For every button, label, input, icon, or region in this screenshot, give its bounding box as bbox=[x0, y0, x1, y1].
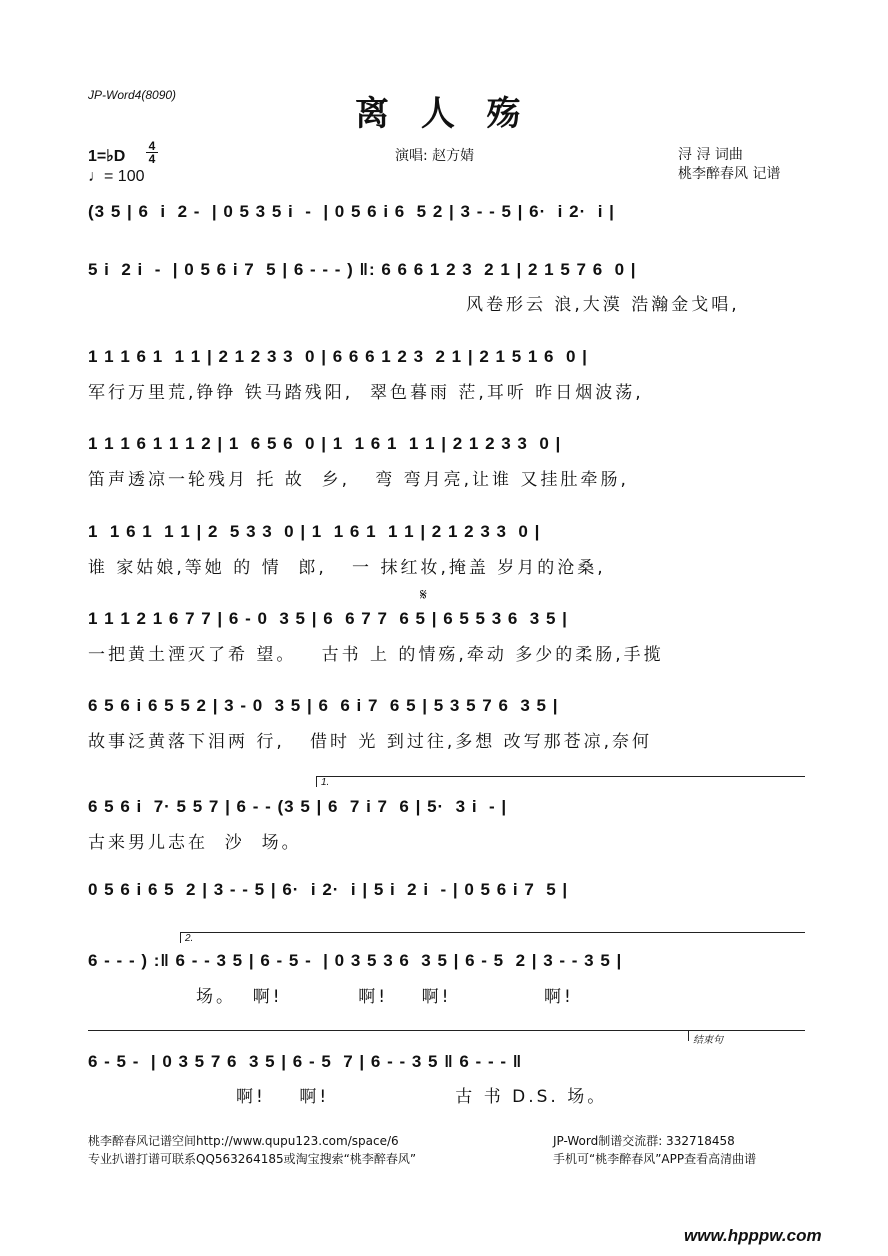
system-11-notes: 6 - 5 - | 0 3 5 7 6 3 5 | 6 - 5 7 | 6 - - 3 5 ‖ 6 - - - ‖ bbox=[88, 1052, 523, 1071]
system-6-notes: 1 1 1 2 1 6 7 7 | 6 - 0 3 5 | 6 6 7 7 6 5 | 6 5 5 3 6 3 5 | bbox=[88, 609, 568, 628]
singer-credit: 演唱: 赵方婧 bbox=[395, 148, 475, 164]
system-2-lyrics: 风卷形云 浪,大漠 浩瀚金戈唱, bbox=[466, 295, 740, 315]
system-3-notes: 1 1 1 6 1 1 1 | 2 1 2 3 3 0 | 6 6 6 1 2 3 2 1 | 2 1 5 1 6 0 | bbox=[88, 347, 588, 366]
system-7-notes: 6 5 6 i 6 5 5 2 | 3 - 0 3 5 | 6 6 i 7 6 5 | 5 3 5 7 6 3 5 | bbox=[88, 696, 559, 715]
system-7-lyrics: 故事泛黄落下泪两 行, 借时 光 到过往,多想 改写那苍凉,奈何 bbox=[88, 732, 653, 752]
system-1-notes: (3 5 | 6 i 2 - | 0 5 3 5 i - | 0 5 6 i 6 5 2 | 3 - - 5 | 6· i 2· i | bbox=[88, 202, 615, 221]
time-signature-bottom: 4 bbox=[146, 152, 158, 165]
footer-right-line-2: 手机可“桃李醉春风”APP查看高清曲谱 bbox=[553, 1152, 757, 1166]
system-3-lyrics: 军行万里荒,铮铮 铁马踏残阳, 翠色暮雨 茫,耳听 昨日烟波荡, bbox=[88, 383, 644, 403]
footer-right-line-1: JP-Word制谱交流群: 332718458 bbox=[553, 1134, 735, 1148]
system-10-lyrics: 场。 啊! 啊! 啊! 啊! bbox=[196, 987, 574, 1007]
system-4-lyrics: 笛声透凉一轮残月 托 故 乡, 弯 弯月亮,让谁 又挂肚牵肠, bbox=[88, 470, 629, 490]
segno-sign: 𝄋 bbox=[420, 585, 427, 604]
system-8-notes: 6 5 6 i 7· 5 5 7 | 6 - - (3 5 | 6 7 i 7 6 | 5· 3 i - | bbox=[88, 797, 508, 816]
tempo-marking: ♩= 100 bbox=[88, 168, 145, 185]
key-signature: 1=♭D bbox=[88, 148, 126, 165]
system-4-notes: 1 1 1 6 1 1 1 2 | 1 6 5 6 0 | 1 1 6 1 1 1 | 2 1 2 3 3 0 | bbox=[88, 434, 562, 453]
time-signature-top: 4 bbox=[148, 139, 156, 153]
volta-second-ending bbox=[180, 932, 805, 943]
system-9-notes: 0 5 6 i 6 5 2 | 3 - - 5 | 6· i 2· i | 5 i 2 i - | 0 5 6 i 7 5 | bbox=[88, 880, 569, 899]
time-signature bbox=[146, 140, 158, 165]
software-label: JP-Word4(8090) bbox=[88, 88, 177, 102]
ending-bracket bbox=[688, 1030, 805, 1046]
system-5-lyrics: 谁 家姑娘,等她 的 情 郎, 一 抹红妆,掩盖 岁月的沧桑, bbox=[88, 558, 606, 578]
system-6-lyrics: 一把黄土湮灭了希 望。 古书 上 的情殇,牵动 多少的柔肠,手揽 bbox=[88, 645, 664, 665]
volta-1-label: 1. bbox=[321, 777, 330, 788]
system-2-notes: 5 i 2 i - | 0 5 6 i 7 5 | 6 - - - ) ‖: 6 6 6 1 2 3 2 1 | 2 1 5 7 6 0 | bbox=[88, 260, 637, 279]
footer-left-line-1: 桃李醉春风记谱空间http://www.qupu123.com/space/6 bbox=[88, 1134, 399, 1148]
transcriber-credit: 桃李醉春风 记谱 bbox=[678, 166, 781, 182]
footer-left-line-2: 专业扒谱打谱可联系QQ563264185或淘宝搜索“桃李醉春风” bbox=[88, 1152, 417, 1166]
system-11-lyrics: 啊! 啊! 古 书 D.S. 场。 bbox=[236, 1087, 608, 1107]
lyricist-credit: 浔 浔 词曲 bbox=[678, 147, 743, 163]
ending-label: 结束句 bbox=[693, 1035, 723, 1046]
system-8-lyrics: 古来男儿志在 沙 场。 bbox=[88, 833, 302, 853]
system-5-notes: 1 1 6 1 1 1 | 2 5 3 3 0 | 1 1 6 1 1 1 | 2 1 2 3 3 0 | bbox=[88, 522, 541, 541]
volta-continuation-line bbox=[88, 1030, 688, 1031]
watermark-text: www.hpppw.com bbox=[684, 1226, 822, 1245]
volta-first-ending bbox=[316, 776, 805, 787]
system-10-notes: 6 - - - ) :‖ 6 - - 3 5 | 6 - 5 - | 0 3 5 3 6 3 5 | 6 - 5 2 | 3 - - 3 5 | bbox=[88, 951, 623, 970]
song-title: 离 人 殇 bbox=[355, 94, 531, 134]
volta-2-label: 2. bbox=[185, 933, 194, 944]
